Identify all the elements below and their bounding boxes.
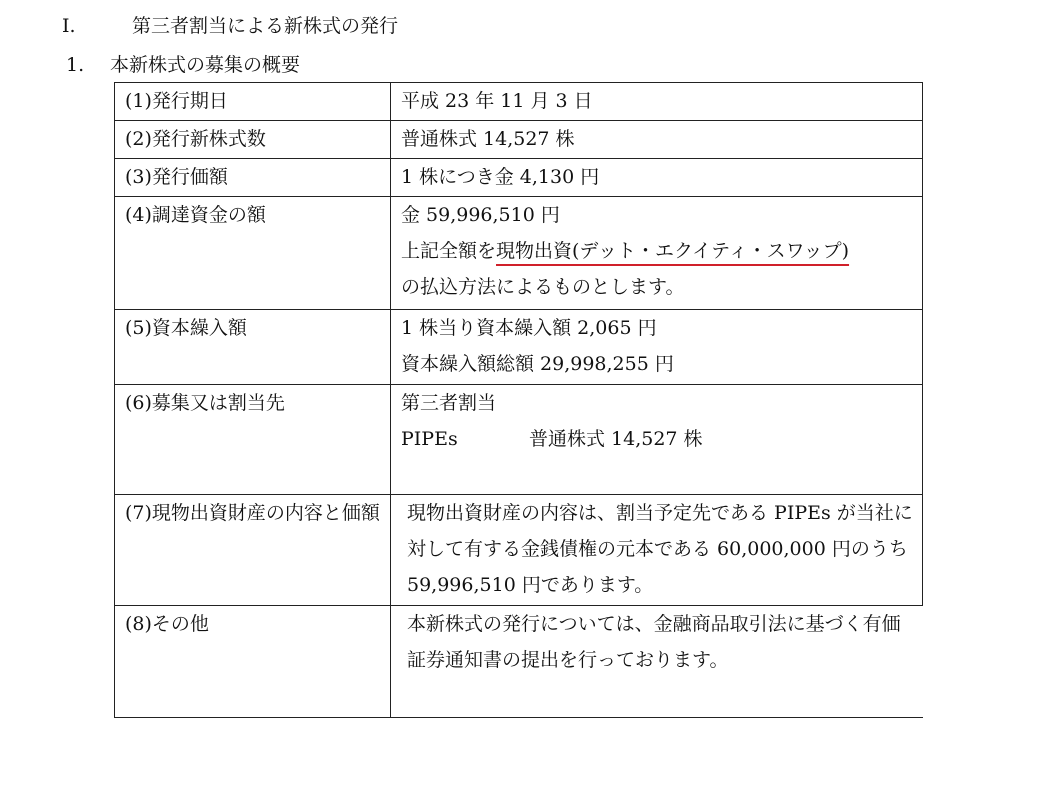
row-value: 普通株式 14,527 株 — [391, 121, 923, 159]
row-value — [391, 197, 923, 310]
dex-line: 上記全額を現物出資(デット・エクイティ・スワップ) — [401, 240, 850, 262]
row-label: (8)その他 — [115, 606, 391, 718]
table-row — [115, 606, 923, 718]
offering-summary-table — [114, 82, 923, 718]
allottee-line: PIPEs 普通株式 14,527 株 — [401, 428, 703, 450]
row-value: 平成 23 年 11 月 3 日 — [391, 83, 923, 121]
table-row — [115, 83, 923, 121]
payment-method-line: の払込方法によるものとします。 — [401, 276, 685, 298]
table-row — [115, 121, 923, 159]
dex-underlined-text: 現物出資(デット・エクイティ・スワップ) — [496, 240, 850, 262]
table-row — [115, 495, 923, 606]
table-row — [115, 159, 923, 197]
subsection-number: 1. — [66, 54, 85, 76]
row-label: (3)発行価額 — [115, 159, 391, 197]
row-label: (1)発行期日 — [115, 83, 391, 121]
table-row — [115, 385, 923, 495]
amount-line: 金 59,996,510 円 — [401, 204, 560, 226]
row-value: 本新株式の発行については、金融商品取引法に基づく有価証券通知書の提出を行っております。 — [391, 606, 923, 718]
section-number: I. — [62, 15, 76, 37]
table-row — [115, 310, 923, 385]
section-title: 第三者割当による新株式の発行 — [132, 15, 399, 37]
row-label: (6)募集又は割当先 — [115, 385, 391, 495]
table-row — [115, 197, 923, 310]
row-value: 1 株当り資本繰入額 2,065 円 資本繰入額総額 29,998,255 円 — [391, 310, 923, 385]
row-label: (2)発行新株式数 — [115, 121, 391, 159]
subsection-title: 本新株式の募集の概要 — [110, 54, 301, 76]
row-label: (4)調達資金の額 — [115, 197, 391, 310]
row-value: 1 株につき金 4,130 円 — [391, 159, 923, 197]
row-value: 現物出資財産の内容は、割当予定先である PIPEs が当社に対して有する金銭債権の元本である 60,000,000 円のうち 59,996,510 円であります。 — [391, 495, 923, 606]
row-label: (5)資本繰入額 — [115, 310, 391, 385]
row-label: (7)現物出資財産の内容と価額 — [115, 495, 391, 606]
row-value: 第三者割当 PIPEs 普通株式 14,527 株 — [391, 385, 923, 495]
